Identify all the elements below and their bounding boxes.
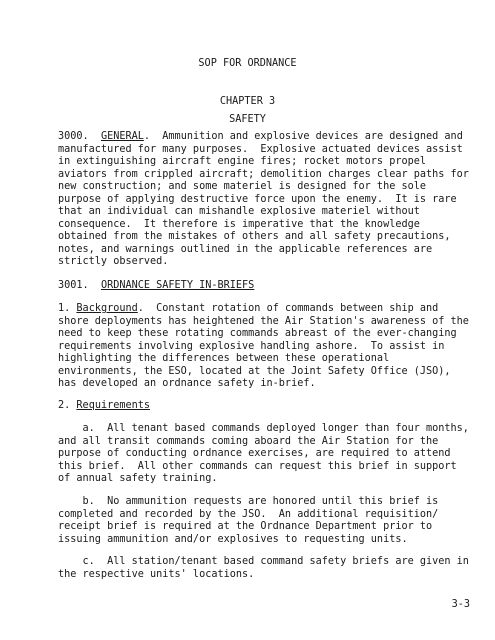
paragraph-line: purpose of applying destructive force upon the enemy. It is rare <box>58 193 457 205</box>
document-title: SOP FOR ORDNANCE <box>198 58 297 69</box>
paragraph-line: has developed an ordnance safety in-brief. <box>58 378 316 389</box>
paragraph-heading: Requirements <box>76 400 151 411</box>
paragraph-line: receipt brief is required at the Ordnance Department prior to <box>58 521 433 532</box>
paragraph-line: purpose of conducting ordnance exercises, are required to attend <box>58 448 451 459</box>
paragraph-line: of annual safety training. <box>58 473 218 484</box>
page-number: 3-3 <box>451 599 470 610</box>
chapter-title: SAFETY <box>229 114 266 125</box>
chapter-number: CHAPTER 3 <box>219 96 276 107</box>
section-3000-first-line <box>58 131 463 144</box>
paragraph-line: manufactured for many purposes. Explosive actuated devices assist <box>58 143 463 155</box>
paragraph-line: shore deployments has heightened the Air Station's awareness of the <box>58 315 469 327</box>
subparagraph-c-line: c. All station/tenant based command safety briefs are given in <box>58 556 469 567</box>
paragraph-line: environments, the ESO, located at the Joint Safety Office (JSO), <box>58 365 451 377</box>
section-3001-heading-line <box>58 280 254 293</box>
paragraph-line: issuing ammunition and/or explosives to requesting units. <box>58 533 408 545</box>
section-heading: GENERAL <box>100 131 144 142</box>
paragraph-line: obtained from the mistakes of others and all safety precautions, <box>58 231 451 242</box>
paragraph-line: aviators from crippled aircraft; demolition charges clear paths for <box>58 168 469 180</box>
paragraph-line: consequence. It therefore is imperative that the knowledge <box>58 218 420 230</box>
paragraph-text: . Constant rotation of commands between ship and <box>137 303 439 314</box>
paragraph-line: in extinguishing aircraft engine fires; rocket motors propel <box>58 156 427 167</box>
paragraph-number: 2. <box>58 400 71 411</box>
paragraph-number: 1. <box>58 303 71 314</box>
paragraph-line: completed and recorded by the JSO. An additional requisition/ <box>58 508 439 520</box>
paragraph-line: and all transit commands coming aboard the Air Station for the <box>58 435 439 447</box>
paragraph-line: notes, and warnings outlined in the applicable references are <box>58 243 433 255</box>
paragraph-line: this brief. All other commands can request this brief in support <box>58 460 457 472</box>
section-text: . Ammunition and explosive devices are designed and <box>143 131 463 142</box>
paragraph-line: highlighting the differences between these operational <box>58 353 390 364</box>
subparagraph-b-line: b. No ammunition requests are honored until this brief is <box>58 496 439 507</box>
paragraph-line: strictly observed. <box>58 256 169 267</box>
paragraph-line: new construction; and some materiel is designed for the sole <box>58 181 427 192</box>
paragraph-heading: Background <box>76 303 138 314</box>
section-number: 3000. <box>58 131 89 142</box>
section-heading: ORDNANCE SAFETY IN-BRIEFS <box>100 280 255 291</box>
paragraph-2-heading-line <box>58 400 150 413</box>
paragraph-line: need to keep these rotating commands abreast of the ever-changing <box>58 328 457 339</box>
paragraph-line: requirements involving explosive handling ashore. To assist in <box>58 340 445 352</box>
paragraph-line: that an individual can mishandle explosive materiel without <box>58 206 420 217</box>
section-number: 3001. <box>58 280 89 291</box>
subparagraph-a-line: a. All tenant based commands deployed longer than four months, <box>58 423 469 434</box>
paragraph-line: the respective units' locations. <box>58 568 255 580</box>
paragraph-1-first-line <box>58 303 438 316</box>
